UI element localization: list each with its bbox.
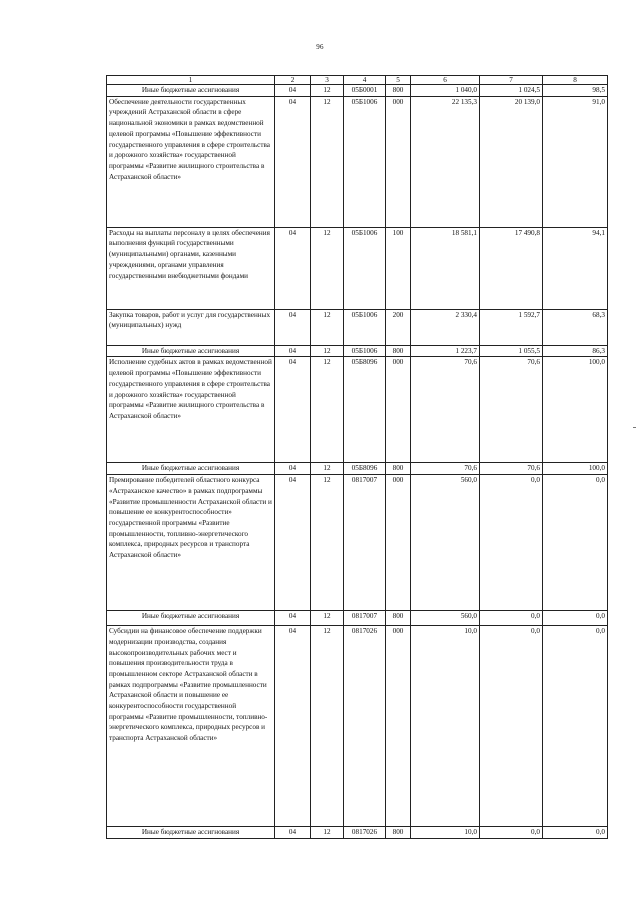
executed-amount: 70,6 xyxy=(480,357,543,463)
section-code: 04 xyxy=(275,96,311,227)
subsection-code: 12 xyxy=(311,626,344,827)
section-code: 04 xyxy=(275,827,311,839)
row-description: Закупка товаров, работ и услуг для государственных (муниципальных) нужд xyxy=(107,309,275,345)
row-description: Иные бюджетные ассигнования xyxy=(107,85,275,97)
column-header: 5 xyxy=(386,76,411,85)
section-code: 04 xyxy=(275,475,311,611)
target-article-code: 05Б1006 xyxy=(344,227,386,309)
row-description: Иные бюджетные ассигнования xyxy=(107,611,275,626)
target-article-code: 0817026 xyxy=(344,626,386,827)
subsection-code: 12 xyxy=(311,611,344,626)
execution-percent: 68,3 xyxy=(543,309,608,345)
subsection-code: 12 xyxy=(311,475,344,611)
section-code: 04 xyxy=(275,309,311,345)
subsection-code: 12 xyxy=(311,463,344,475)
subsection-code: 12 xyxy=(311,827,344,839)
expense-type-code: 800 xyxy=(386,345,411,357)
target-article-code: 05Б1006 xyxy=(344,345,386,357)
column-header: 6 xyxy=(411,76,480,85)
expense-type-code: 200 xyxy=(386,309,411,345)
table-row xyxy=(107,357,608,463)
execution-percent: 0,0 xyxy=(543,827,608,839)
table-body xyxy=(107,85,608,839)
execution-percent: 94,1 xyxy=(543,227,608,309)
execution-percent: 98,5 xyxy=(543,85,608,97)
table-row xyxy=(107,626,608,827)
target-article-code: 0817007 xyxy=(344,475,386,611)
target-article-code: 0817026 xyxy=(344,827,386,839)
expense-type-code: 000 xyxy=(386,357,411,463)
target-article-code: 05Б1006 xyxy=(344,96,386,227)
planned-amount: 10,0 xyxy=(411,626,480,827)
table-row xyxy=(107,463,608,475)
section-code: 04 xyxy=(275,85,311,97)
planned-amount: 2 330,4 xyxy=(411,309,480,345)
planned-amount: 70,6 xyxy=(411,463,480,475)
execution-percent: 0,0 xyxy=(543,611,608,626)
margin-mark xyxy=(633,427,636,428)
subsection-code: 12 xyxy=(311,85,344,97)
section-code: 04 xyxy=(275,611,311,626)
planned-amount: 10,0 xyxy=(411,827,480,839)
row-description: Иные бюджетные ассигнования xyxy=(107,827,275,839)
section-code: 04 xyxy=(275,626,311,827)
execution-percent: 100,0 xyxy=(543,357,608,463)
subsection-code: 12 xyxy=(311,345,344,357)
column-header: 3 xyxy=(311,76,344,85)
subsection-code: 12 xyxy=(311,227,344,309)
column-header: 4 xyxy=(344,76,386,85)
table-row xyxy=(107,611,608,626)
executed-amount: 1 592,7 xyxy=(480,309,543,345)
column-header: 2 xyxy=(275,76,311,85)
expense-type-code: 000 xyxy=(386,96,411,227)
row-description: Иные бюджетные ассигнования xyxy=(107,345,275,357)
executed-amount: 1 024,5 xyxy=(480,85,543,97)
row-description: Субсидии на финансовое обеспечение поддержки модернизации производства, создания высокопроизводительных рабочих мест и повышения производительности труда в промышленном секторе Астраханской области в рамках подпрограммы «Развитие промышленности Астраханской области и повышение ее конкурентоспособности государственной программы «Развитие промышленности, топливно-энергетического комплекса, природных ресурсов и транспорта Астраханской области» xyxy=(107,626,275,827)
executed-amount: 0,0 xyxy=(480,827,543,839)
row-description: Обеспечение деятельности государственных учреждений Астраханской области в сфере национальной экономики в рамках ведомственной целевой программы «Повышение эффективности государственного управления в сфере строительства и дорожного хозяйства» государственной программы «Развитие жилищного строительства в Астраханской области» xyxy=(107,96,275,227)
section-code: 04 xyxy=(275,463,311,475)
page-number: 96 xyxy=(316,43,324,51)
planned-amount: 560,0 xyxy=(411,475,480,611)
table-row xyxy=(107,827,608,839)
subsection-code: 12 xyxy=(311,357,344,463)
section-code: 04 xyxy=(275,227,311,309)
execution-percent: 86,3 xyxy=(543,345,608,357)
execution-percent: 91,0 xyxy=(543,96,608,227)
expense-type-code: 800 xyxy=(386,611,411,626)
subsection-code: 12 xyxy=(311,96,344,227)
executed-amount: 17 490,8 xyxy=(480,227,543,309)
execution-percent: 0,0 xyxy=(543,475,608,611)
executed-amount: 20 139,0 xyxy=(480,96,543,227)
section-code: 04 xyxy=(275,345,311,357)
section-code: 04 xyxy=(275,357,311,463)
table-row xyxy=(107,227,608,309)
executed-amount: 1 055,5 xyxy=(480,345,543,357)
planned-amount: 560,0 xyxy=(411,611,480,626)
target-article-code: 05Б8096 xyxy=(344,357,386,463)
table-row xyxy=(107,475,608,611)
row-description: Расходы на выплаты персоналу в целях обеспечения выполнения функций государственными (муниципальными) органами, казенными учреждениями, органами управления государственными внебюджетными фондами xyxy=(107,227,275,309)
row-description: Исполнение судебных актов в рамках ведомственной целевой программы «Повышение эффективности государственного управления в сфере строительства и дорожного хозяйства» государственной программы «Развитие жилищного строительства в Астраханской области» xyxy=(107,357,275,463)
planned-amount: 70,6 xyxy=(411,357,480,463)
execution-percent: 100,0 xyxy=(543,463,608,475)
column-header: 8 xyxy=(543,76,608,85)
table-row xyxy=(107,345,608,357)
target-article-code: 0817007 xyxy=(344,611,386,626)
planned-amount: 22 135,3 xyxy=(411,96,480,227)
expense-type-code: 100 xyxy=(386,227,411,309)
budget-table xyxy=(106,75,608,839)
expense-type-code: 800 xyxy=(386,85,411,97)
target-article-code: 05Б8096 xyxy=(344,463,386,475)
executed-amount: 70,6 xyxy=(480,463,543,475)
table-row xyxy=(107,85,608,97)
row-description: Премирование победителей областного конкурса «Астраханское качество» в рамках подпрограммы «Развитие промышленности Астраханской области и повышение ее конкурентоспособности» государственной программы «Развитие промышленности, топливно-энергетического комплекса, природных ресурсов и транспорта Астраханской области» xyxy=(107,475,275,611)
expense-type-code: 000 xyxy=(386,626,411,827)
row-description: Иные бюджетные ассигнования xyxy=(107,463,275,475)
expense-type-code: 800 xyxy=(386,463,411,475)
subsection-code: 12 xyxy=(311,309,344,345)
header-row xyxy=(107,76,608,85)
target-article-code: 05Б1006 xyxy=(344,309,386,345)
planned-amount: 18 581,1 xyxy=(411,227,480,309)
executed-amount: 0,0 xyxy=(480,475,543,611)
executed-amount: 0,0 xyxy=(480,626,543,827)
column-header: 1 xyxy=(107,76,275,85)
expense-type-code: 000 xyxy=(386,475,411,611)
table-row xyxy=(107,96,608,227)
table-row xyxy=(107,309,608,345)
target-article-code: 05Б0001 xyxy=(344,85,386,97)
column-header: 7 xyxy=(480,76,543,85)
executed-amount: 0,0 xyxy=(480,611,543,626)
execution-percent: 0,0 xyxy=(543,626,608,827)
planned-amount: 1 223,7 xyxy=(411,345,480,357)
planned-amount: 1 040,0 xyxy=(411,85,480,97)
expense-type-code: 800 xyxy=(386,827,411,839)
